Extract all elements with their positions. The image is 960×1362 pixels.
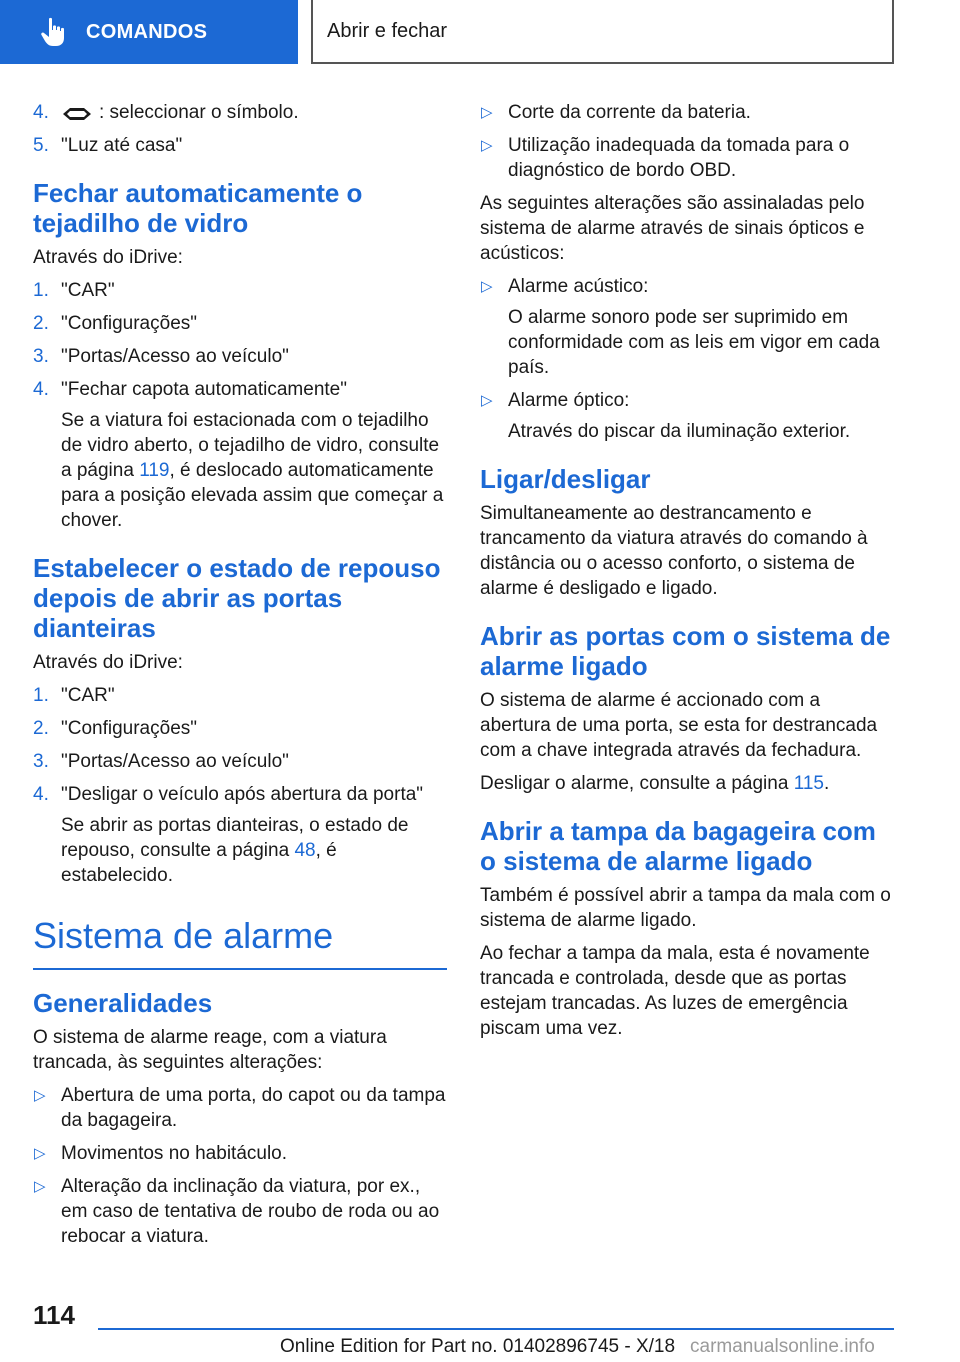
list-item: 3. "Portas/Acesso ao veículo" (33, 751, 289, 772)
list-number: 5. (33, 135, 49, 156)
section-heading: Abrir a tampa da bagageira com o sistema de alarme ligado (480, 816, 876, 876)
paragraph: Ao fechar a tampa da mala, esta é novamente trancada e controlada, desde que as portas estejam trancadas. As luzes de emergência piscam uma vez. (480, 943, 870, 1039)
triangle-bullet-icon: ▷ (34, 1087, 46, 1104)
paragraph: Desligar o alarme, consulte a página 115. (480, 773, 830, 794)
list-item: 1. "CAR" (33, 685, 115, 706)
page-link[interactable]: 48 (294, 840, 316, 861)
page-link[interactable]: 115 (793, 773, 824, 794)
list-number: 4. (33, 102, 49, 123)
section-heading: Estabelecer o estado de repouso depois de abrir as portas dianteiras (33, 553, 441, 643)
section-tab[interactable] (0, 0, 298, 64)
list-item: ▷ Movimentos no habitáculo. (34, 1143, 288, 1164)
edition-text: Online Edition for Part no. 01402896745 - X/18 (280, 1336, 676, 1357)
section-heading: Generalidades (33, 988, 213, 1018)
footer-divider (98, 1328, 894, 1330)
steps-list (33, 278, 447, 533)
section-heading: Abrir as portas com o sistema de alarme ligado (480, 621, 891, 681)
step-note: Se abrir as portas dianteiras, o estado de repouso, consulte a página 48, é estabelecido. (61, 815, 409, 886)
paragraph: O sistema de alarme é accionado com a abertura de uma porta, se esta for destrancada com a chave integrada através da fechadura. (480, 690, 878, 761)
list-item (33, 133, 447, 158)
signal-list (480, 274, 894, 444)
section-heading: Ligar/desligar (480, 464, 651, 494)
paragraph: As seguintes alterações são assinaladas pelo sistema de alarme através de sinais ópticos e acústicos: (480, 193, 865, 264)
left-column (33, 100, 447, 1257)
list-item: 3. "Portas/Acesso ao veículo" (33, 346, 289, 367)
list-item: 4. "Fechar capota automaticamente" Se a viatura foi estacionada com o tejadilho de vidro aberto, o tejadilho de vidro, consulte a página 119, é deslocado automaticamente para a posição elevada assim que começar a chover. (33, 377, 447, 533)
paragraph: Simultaneamente ao destrancamento e trancamento da viatura através do comando à distância ou o acesso conforto, o sistema de alarme é desligado e ligado. (480, 503, 868, 599)
pointing-hand-icon (40, 17, 66, 47)
triangle-bullet-icon: ▷ (481, 278, 493, 295)
list-item: ▷ Alteração da inclinação da viatura, por ex., em caso de tentativa de roubo de roda ou ao rebocar a viatura. (34, 1176, 440, 1247)
right-column (480, 100, 894, 1049)
page-number: 114 (33, 1300, 75, 1330)
list-item: ▷ Corte da corrente da bateria. (481, 102, 751, 123)
triangle-bullet-icon: ▷ (481, 137, 493, 154)
paragraph: Através do iDrive: (33, 247, 183, 268)
triangle-bullet-icon: ▷ (481, 392, 493, 409)
list-item: ▷ Alarme óptico: Através do piscar da iluminação exterior. (481, 390, 851, 442)
list-item: ▷ Abertura de uma porta, do capot ou da tampa da bagageira. (34, 1085, 446, 1131)
paragraph: Também é possível abrir a tampa da mala com o sistema de alarme ligado. (480, 885, 891, 931)
list-item: ▷ Alarme acústico: O alarme sonoro pode ser suprimido em conformidade com as leis em vigor em cada país. (481, 276, 880, 378)
watermark: carmanualsonline.info (690, 1336, 875, 1357)
page-link[interactable]: 119 (139, 460, 170, 481)
triangle-bullet-icon: ▷ (34, 1178, 46, 1195)
chevron-symbol-icon (61, 107, 93, 121)
chapter-label: Abrir e fechar (327, 19, 448, 42)
list-item: 1. "CAR" (33, 280, 115, 301)
triangle-bullet-icon: ▷ (34, 1145, 46, 1162)
paragraph: O sistema de alarme reage, com a viatura trancada, às seguintes alterações: (33, 1027, 387, 1073)
list-item: ▷ Utilização inadequada da tomada para o diagnóstico de bordo OBD. (481, 135, 850, 181)
list-text: : seleccionar o símbolo. (99, 102, 299, 123)
intro-list (33, 100, 447, 158)
bullet-list (480, 100, 894, 183)
triangle-bullet-icon: ▷ (481, 104, 493, 121)
list-item: 4. "Desligar o veículo após abertura da porta" Se abrir as portas dianteiras, o estado de repouso, consulte a página 48, é estabelecido. (33, 782, 447, 888)
chapter-title: Sistema de alarme (33, 914, 447, 970)
list-item (33, 100, 447, 125)
section-heading: Fechar automaticamente o tejadilho de vidro (33, 178, 363, 238)
paragraph: Através do iDrive: (33, 652, 183, 673)
list-text: "Luz até casa" (61, 135, 183, 156)
section-label: COMANDOS (86, 20, 208, 43)
bullet-list (33, 1083, 447, 1249)
step-note: Se a viatura foi estacionada com o tejadilho de vidro aberto, o tejadilho de vidro, consulte a página 119, é deslocado automaticamente para a posição elevada assim que começar a chover. (61, 410, 444, 531)
steps-list (33, 683, 447, 888)
chapter-header (311, 0, 894, 64)
list-item: 2. "Configurações" (33, 313, 198, 334)
list-item: 2. "Configurações" (33, 718, 198, 739)
